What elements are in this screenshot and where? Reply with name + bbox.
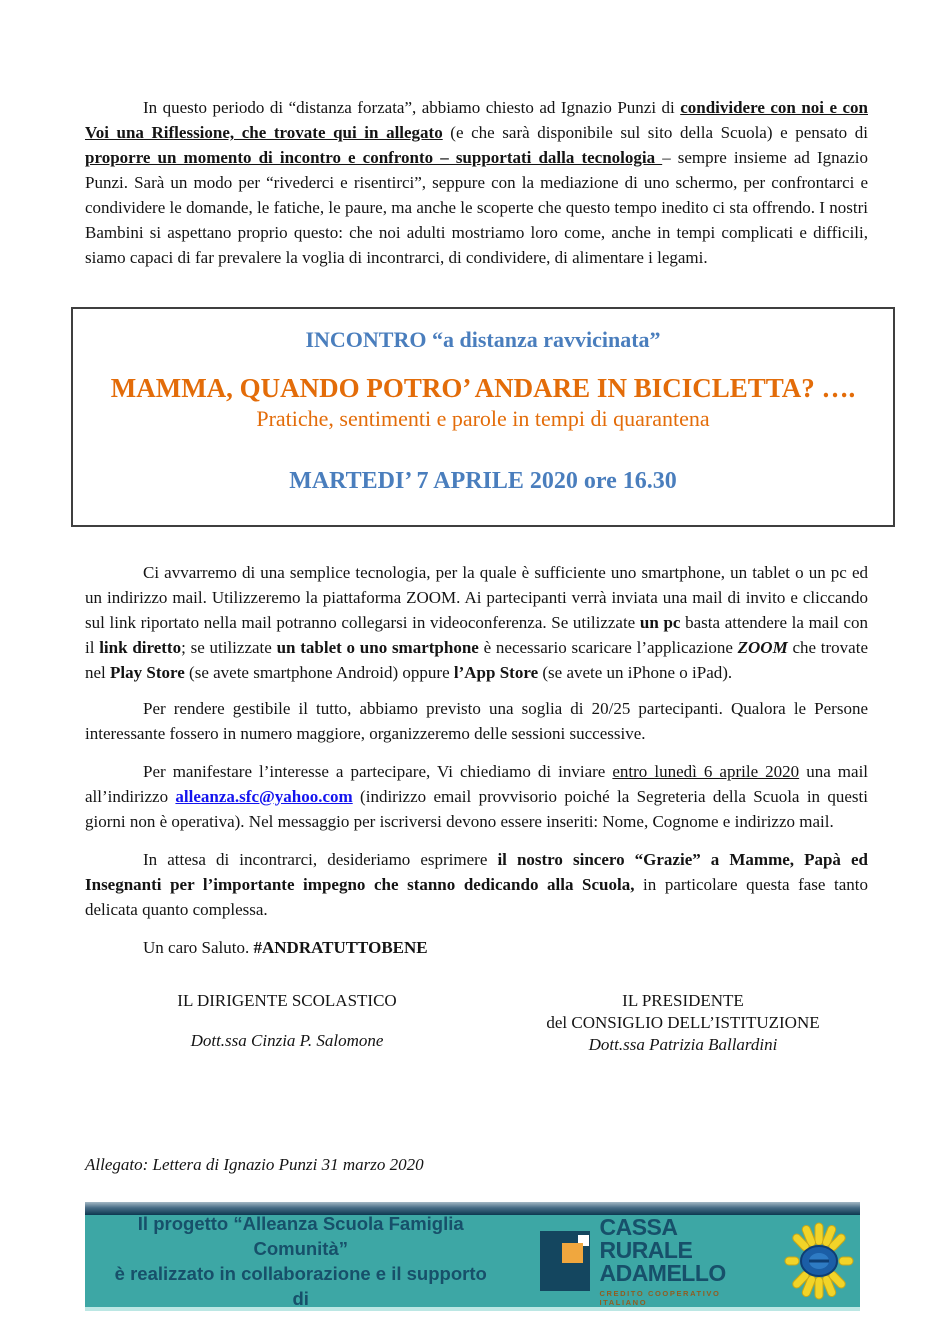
paragraph-participants: Per rendere gestibile il tutto, abbiamo previsto una soglia di 20/25 partecipanti. Qualora le Persone interessante fossero in numero maggiore, organizzeremo delle sessioni successive. [85,699,868,743]
event-box [71,307,895,527]
bank-logo-square-icon [540,1231,590,1291]
bank-emblem-icon [778,1219,860,1303]
signature-right-subtitle: del CONSIGLIO DELL’ISTITUZIONE [546,1013,820,1032]
signature-left-name: Dott.ssa Cinzia P. Salomone [190,1031,384,1050]
banner-caption [107,1211,494,1311]
bank-name-line1: CASSA RURALE [599,1213,693,1263]
signature-right [528,990,838,1056]
signature-block [85,990,868,1056]
bank-logo [540,1213,768,1307]
signature-left-title: IL DIRIGENTE SCOLASTICO [177,991,397,1010]
banner-caption-line1: Il progetto “Alleanza Scuola Famiglia Comunità” [137,1213,464,1259]
paragraph-registration: Per manifestare l’interesse a partecipare, Vi chiediamo di inviare entro lunedì 6 aprile 2020 una mail all’indirizzo alleanza.sfc@yahoo.com (indirizzo email provvisorio poiché la Segreteria della Scuola in questi giorni non è operativa). Nel messaggio per iscriversi devono essere inseriti: Nome, Cognome e indirizzo mail. [85,762,869,831]
attachment-note: Allegato: Lettera di Ignazio Punzi 31 marzo 2020 [85,1155,424,1174]
event-subtitle: Pratiche, sentimenti e parole in tempi di quarantena [256,406,710,431]
banner-main [85,1215,860,1311]
footer-banner [85,1202,860,1311]
paragraph-salute: Un caro Saluto. #ANDRATUTTOBENE [143,938,428,957]
bank-tagline: CREDITO COOPERATIVO ITALIANO [599,1288,721,1307]
paragraph-technology: Ci avvarremo di una semplice tecnologia, per la quale è sufficiente uno smartphone, un tablet o un pc ed un indirizzo mail. Utilizzeremo la piattaforma ZOOM. Ai partecipanti verrà inviata una mail di invito e cliccando sul link riportato nella mail potranno collegarsi in videoconferenza. Se utilizzate un pc basta attendere la mail con il link diretto; se utilizzate un tablet o uno smartphone è necessario scaricare l’applicazione ZOOM che trovate nel Play Store (se avete smartphone Android) oppure l’App Store (se avete un iPhone o iPad). [85,563,868,682]
signature-left [137,990,437,1056]
signature-right-title: IL PRESIDENTE [622,991,744,1010]
bank-wordmark [599,1213,768,1307]
event-date: MARTEDI’ 7 APRILE 2020 ore 16.30 [289,468,677,494]
bank-name-line2: ADAMELLO [599,1259,726,1286]
signature-right-name: Dott.ssa Patrizia Ballardini [588,1035,778,1054]
banner-caption-line2: è realizzato in collaborazione e il supporto di [114,1263,487,1309]
intro-paragraph: In questo periodo di “distanza forzata”, abbiamo chiesto ad Ignazio Punzi di condividere con noi e con Voi una Riflessione, che trovate qui in allegato (e che sarà disponibile sul sito della Scuola) e pensato di proporre un momento di incontro e confronto – supportati dalla tecnologia – sempre insieme ad Ignazio Punzi. Sarà un modo per “rivederci e risentirci”, seppure con la mediazione di uno schermo, per confrontarci e condividere le domande, le fatiche, le paure, ma anche le scoperte che questo tempo inedito ci sta offrendo. I nostri Bambini si aspettano proprio questo: che noi adulti mostriamo loro come, anche in tempi complicati e difficili, siamo capaci di far prevalere la voglia di incontrarci, di condividere, di alimentare i legami. [85,98,868,267]
paragraph-thanks: In attesa di incontrarci, desideriamo esprimere il nostro sincero “Grazie” a Mamme, Papà ed Insegnanti per l’importante impegno che stanno dedicando alla Scuola, in particolare questa fase tanto delicata quanto complessa. [85,850,869,919]
event-heading: INCONTRO “a distanza ravvicinata” [305,327,661,352]
event-title: MAMMA, QUANDO POTRO’ ANDARE IN BICICLETTA? …. [110,373,856,403]
